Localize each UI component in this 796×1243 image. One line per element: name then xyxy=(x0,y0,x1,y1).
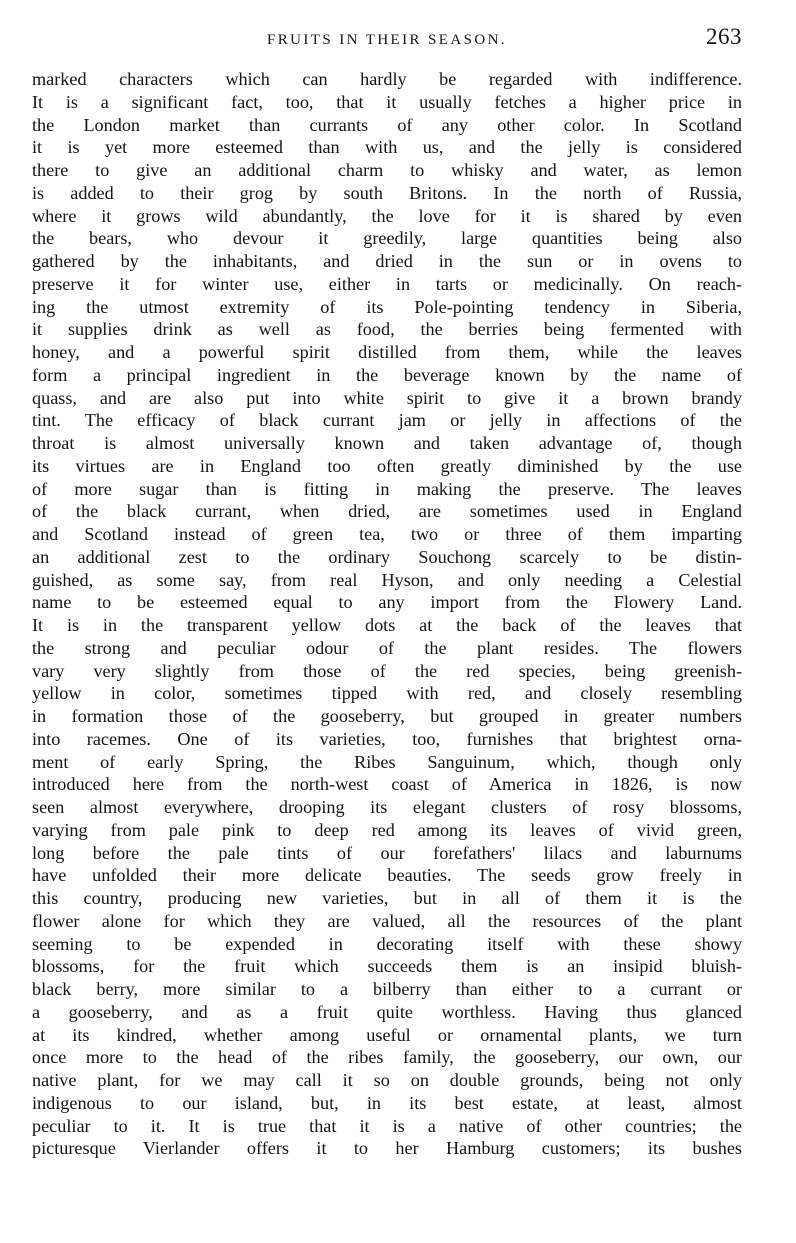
running-head xyxy=(32,22,742,56)
text-line: throat is almost universally known and taken advantage of, though xyxy=(32,433,742,453)
text-line: it supplies drink as well as food, the berries being fermented with xyxy=(32,319,742,340)
page-number: 263 xyxy=(706,24,742,49)
text-line: the London market than currants of any other color. In Scotland xyxy=(32,114,742,135)
text-line: native plant, for we may call it so on double grounds, being not only xyxy=(32,1070,742,1090)
text-line: indigenous to our island, but, in its best estate, at least, almost xyxy=(32,1092,742,1113)
text-line: a gooseberry, and as a fruit quite worthless. Having thus glanced xyxy=(32,1001,742,1022)
text-line: It is a significant fact, too, that it usually fetches a higher price in xyxy=(32,91,742,112)
text-line: introduced here from the north-west coast of America in 1826, is now xyxy=(32,774,742,795)
body-text xyxy=(32,68,742,1160)
text-line: its virtues are in England too often greatly diminished by the use xyxy=(32,455,742,476)
text-line: the strong and peculiar odour of the plant resides. The flowers xyxy=(32,637,742,658)
text-line: where it grows wild abundantly, the love for it is shared by even xyxy=(32,205,742,226)
text-line: long before the pale tints of our forefathers' lilacs and laburnums xyxy=(32,842,742,863)
text-line: picturesque Vierlander offers it to her Hamburg customers; its bushes xyxy=(32,1138,742,1159)
text-line: of more sugar than is fitting in making the preserve. The leaves xyxy=(32,478,742,499)
text-line: ment of early Spring, the Ribes Sanguinum, which, though only xyxy=(32,751,742,772)
text-line: preserve it for winter use, either in tarts or medicinally. On reach- xyxy=(32,273,742,294)
text-line: vary very slightly from those of the red species, being greenish- xyxy=(32,660,742,681)
text-line: this country, producing new varieties, but in all of them it is the xyxy=(32,888,742,908)
text-line: it is yet more esteemed than with us, and the jelly is considered xyxy=(32,137,742,158)
text-line: seeming to be expended in decorating itself with these showy xyxy=(32,933,742,954)
text-line: in formation those of the gooseberry, but grouped in greater numbers xyxy=(32,706,742,726)
text-line: yellow in color, sometimes tipped with red, and closely resembling xyxy=(32,683,742,704)
text-line: honey, and a powerful spirit distilled from them, while the leaves xyxy=(32,342,742,362)
text-line: once more to the head of the ribes family, the gooseberry, our own, our xyxy=(32,1047,742,1068)
text-line: black berry, more similar to a bilberry than either to a currant or xyxy=(32,979,742,999)
text-line: at its kindred, whether among useful or ornamental plants, we turn xyxy=(32,1024,742,1045)
text-line: of the black currant, when dried, are sometimes used in England xyxy=(32,501,742,522)
text-line: gathered by the inhabitants, and dried in the sun or in ovens to xyxy=(32,251,742,271)
text-line: guished, as some say, from real Hyson, and only needing a Celestial xyxy=(32,569,742,590)
text-line: is added to their grog by south Britons. In the north of Russia, xyxy=(32,182,742,203)
text-line: marked characters which can hardly be regarded with indifference. xyxy=(32,69,742,89)
text-line: name to be esteemed equal to any import from the Flowery Land. xyxy=(32,592,742,613)
text-line: into racemes. One of its varieties, too, furnishes that brightest orna- xyxy=(32,728,742,749)
text-line: form a principal ingredient in the beverage known by the name of xyxy=(32,364,742,385)
text-line: there to give an additional charm to whisky and water, as lemon xyxy=(32,160,742,180)
text-line: and Scotland instead of green tea, two or three of them imparting xyxy=(32,524,742,544)
text-line: seen almost everywhere, drooping its elegant clusters of rosy blossoms, xyxy=(32,797,742,817)
text-line: an additional zest to the ordinary Souchong scarcely to be distin- xyxy=(32,546,742,567)
text-line: ing the utmost extremity of its Pole-pointing tendency in Siberia, xyxy=(32,296,742,317)
text-line: quass, and are also put into white spirit to give it a brown brandy xyxy=(32,387,742,408)
text-line: the bears, who devour it greedily, large quantities being also xyxy=(32,228,742,249)
text-line: It is in the transparent yellow dots at the back of the leaves that xyxy=(32,615,742,635)
text-line: have unfolded their more delicate beauties. The seeds grow freely in xyxy=(32,865,742,886)
text-line: varying from pale pink to deep red among its leaves of vivid green, xyxy=(32,819,742,840)
text-line: blossoms, for the fruit which succeeds them is an insipid bluish- xyxy=(32,956,742,977)
running-title: FRUITS IN THEIR SEASON. xyxy=(267,32,507,48)
text-line: flower alone for which they are valued, all the resources of the plant xyxy=(32,910,742,931)
text-line: peculiar to it. It is true that it is a native of other countries; the xyxy=(32,1115,742,1136)
text-line: tint. The efficacy of black currant jam or jelly in affections of the xyxy=(32,410,742,431)
